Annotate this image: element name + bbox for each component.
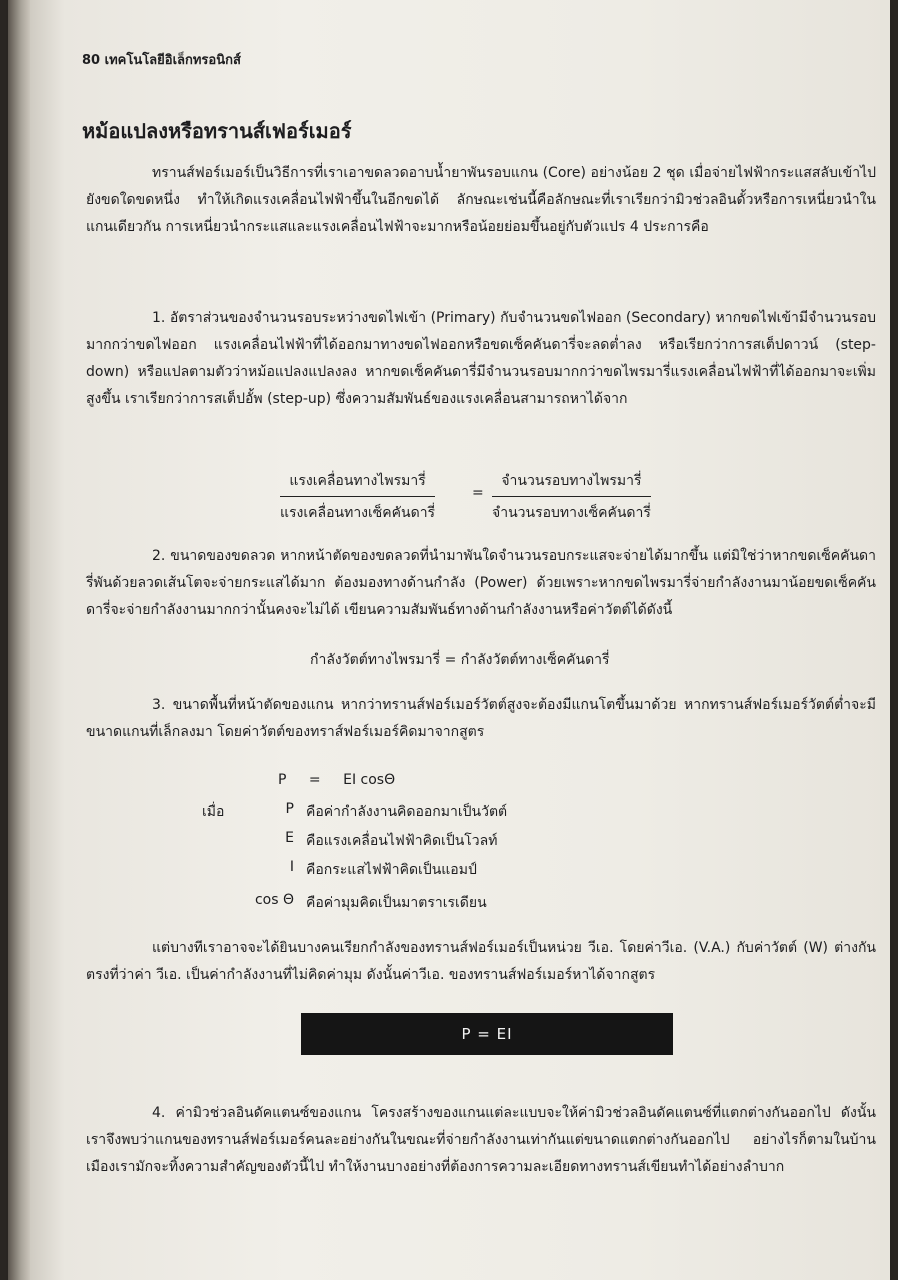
voltage-primary: แรงเคลื่อนทางไพรมารี่ <box>280 470 435 497</box>
def-description: คือแรงเคลื่อนไฟฟ้าคิดเป็นโวลท์ <box>306 833 498 849</box>
voltage-secondary: แรงเคลื่อนทางเซ็คคันดารี่ <box>280 505 436 521</box>
fraction-equals: = <box>472 485 484 501</box>
intro-paragraph: ทรานส์ฟอร์เมอร์เป็นวิธีการที่เราเอาขดลวดอาบน้ำยาพันรอบแกน (Core) อย่างน้อย 2 ชุด เมื่อจ่ายไฟฟ้ากระแสสลับเข้าไปยังขดใดขดหนึ่ง ทำให้เกิดแรงเคลื่อนไฟฟ้าขึ้นในอีกขดได้ ลักษณะเช่นนี้คือลักษณะที่เราเรียกว่ามิวช่วลอินดั้วหรือการเหนี่ยวนำในแกนเดียวกัน การเหนี่ยวนำกระแสและแรงเคลื่อนไฟฟ้าจะมากหรือน้อยย่อมขึ้นอยู่กับตัวแปร 4 ประการคือ <box>86 165 876 235</box>
def-symbol: I <box>289 859 294 875</box>
item-1-paragraph: 1. อัตราส่วนของจำนวนรอบระหว่างขดไฟเข้า (Primary) กับจำนวนขดไฟออก (Secondary) หากขดไฟเข้ามีจำนวนรอบมากกว่าขดไฟออก แรงเคลื่อนไฟฟ้าที่ได้ออกมาทางขดไฟออกหรือขดเซ็คคันดารี่จะลดต่ำลง หรือเรียกว่าการสเต็ปดาวน์ (step-down) หรือแปลตามตัวว่าหม้อแปลงแปลงลง หากขดเซ็คคันดารี่มีจำนวนรอบมากกว่าขดไพรมารี่แรงเคลื่อนไฟฟ้าที่ได้ออกมาจะเพิ่มสูงขึ้น เราเรียกว่าการสเต็ปอั้พ (step-up) ซึ่งความสัมพันธ์ของแรงเคลื่อนสามารถหาได้จาก <box>86 310 876 407</box>
formula-rhs: EI cosΘ <box>343 772 396 788</box>
item-2-paragraph: 2. ขนาดของขดลวด หากหน้าตัดของขดลวดที่นำมาพันใดจำนวนรอบกระแสจะจ่ายได้มากขึ้น แต่มิใช่ว่าหากขดเซ็คคันดารี่พันด้วยลวดเส้นโตจะจ่ายกระแสได้มาก ต้องมองทางด้านกำลัง (Power) ด้วยเพราะหากขดไพรมารี่จ่ายกำลังงานมาน้อยขดเซ็คคันดารี่จะจ่ายกำลังงานมากกว่านั้นคงจะไม่ได้ เขียนความสัมพันธ์ทางด้านกำลังงานหรือค่าวัตต์ได้ดังนี้ <box>86 548 876 618</box>
section-title: หม้อแปลงหรือทรานส์เฟอร์เมอร์ <box>82 119 352 143</box>
va-paragraph: แต่บางทีเราอาจจะได้ยินบางคนเรียกกำลังของทรานส์ฟอร์เมอร์เป็นหน่วย วีเอ. โดยค่าวีเอ. (V.A.) กับค่าวัตต์ (W) ต่างกันตรงที่ว่าค่า วีเอ. เป็นค่ากำลังงานที่ไม่คิดค่ามุม ดังนั้นค่าวีเอ. ของทรานส์ฟอร์เมอร์หาได้จากสูตร <box>86 940 876 983</box>
va-formula-box: P = EI <box>301 1013 673 1055</box>
def-symbol: P <box>285 801 294 817</box>
voltage-fraction <box>280 470 435 524</box>
item-4-paragraph: 4. ค่ามิวช่วลอินดัคแตนซ์ของแกน โครงสร้างของแกนแต่ละแบบจะให้ค่ามิวช่วลอินดัคแตนซ์ที่แตกต่างกันออกไป ดังนั้นเราจึงพบว่าแกนของทรานส์ฟอร์เมอร์คนละอย่างกันในขณะที่จ่ายกำลังงานเท่ากันแต่ขนาดแตกต่างกันออกไป อย่างไรก็ตามในบ้านเมืองเรามักจะทิ้งความสำคัญของตัวนี้ไป ทำให้งานบางอย่างที่ต้องการความละเอียดทางทรานส์เขียนทำได้อย่างลำบาก <box>86 1105 876 1175</box>
def-description: คือค่ากำลังงานคิดออกมาเป็นวัตต์ <box>306 804 508 820</box>
page-header <box>82 48 241 74</box>
turns-secondary: จำนวนรอบทางเซ็คคันดารี่ <box>492 505 651 521</box>
formula-lhs: P <box>278 772 287 788</box>
turns-fraction <box>492 470 651 524</box>
def-description: คือกระแสไฟฟ้าคิดเป็นแอมป์ <box>306 862 477 878</box>
power-equation: กำลังวัตต์ทางไพรมารี่ = กำลังวัตต์ทางเซ็คคันดารี่ <box>310 652 610 668</box>
item-3-paragraph: 3. ขนาดพื้นที่หน้าตัดของแกน หากว่าทรานส์ฟอร์เมอร์วัตต์สูงจะต้องมีแกนโตขึ้นมาด้วย หากทรานส์ฟอร์เมอร์วัตต์ต่ำจะมีขนาดแกนที่เล็กลงมา โดยค่าวัตต์ของทราส์ฟอร์เมอร์คิดมาจากสูตร <box>86 697 876 740</box>
page-number: 80 <box>82 53 101 68</box>
turns-primary: จำนวนรอบทางไพรมารี่ <box>492 470 651 497</box>
def-description: คือค่ามุมคิดเป็นมาตราเรเดียน <box>306 895 487 911</box>
def-symbol: cos Θ <box>254 892 294 908</box>
formula-equals: = <box>308 772 321 788</box>
book-page <box>30 0 890 1280</box>
def-symbol: E <box>285 830 294 846</box>
book-title: เทคโนโลยีอิเล็กทรอนิกส์ <box>104 53 241 68</box>
watt-formula <box>278 772 395 788</box>
where-label: เมื่อ <box>202 804 225 820</box>
